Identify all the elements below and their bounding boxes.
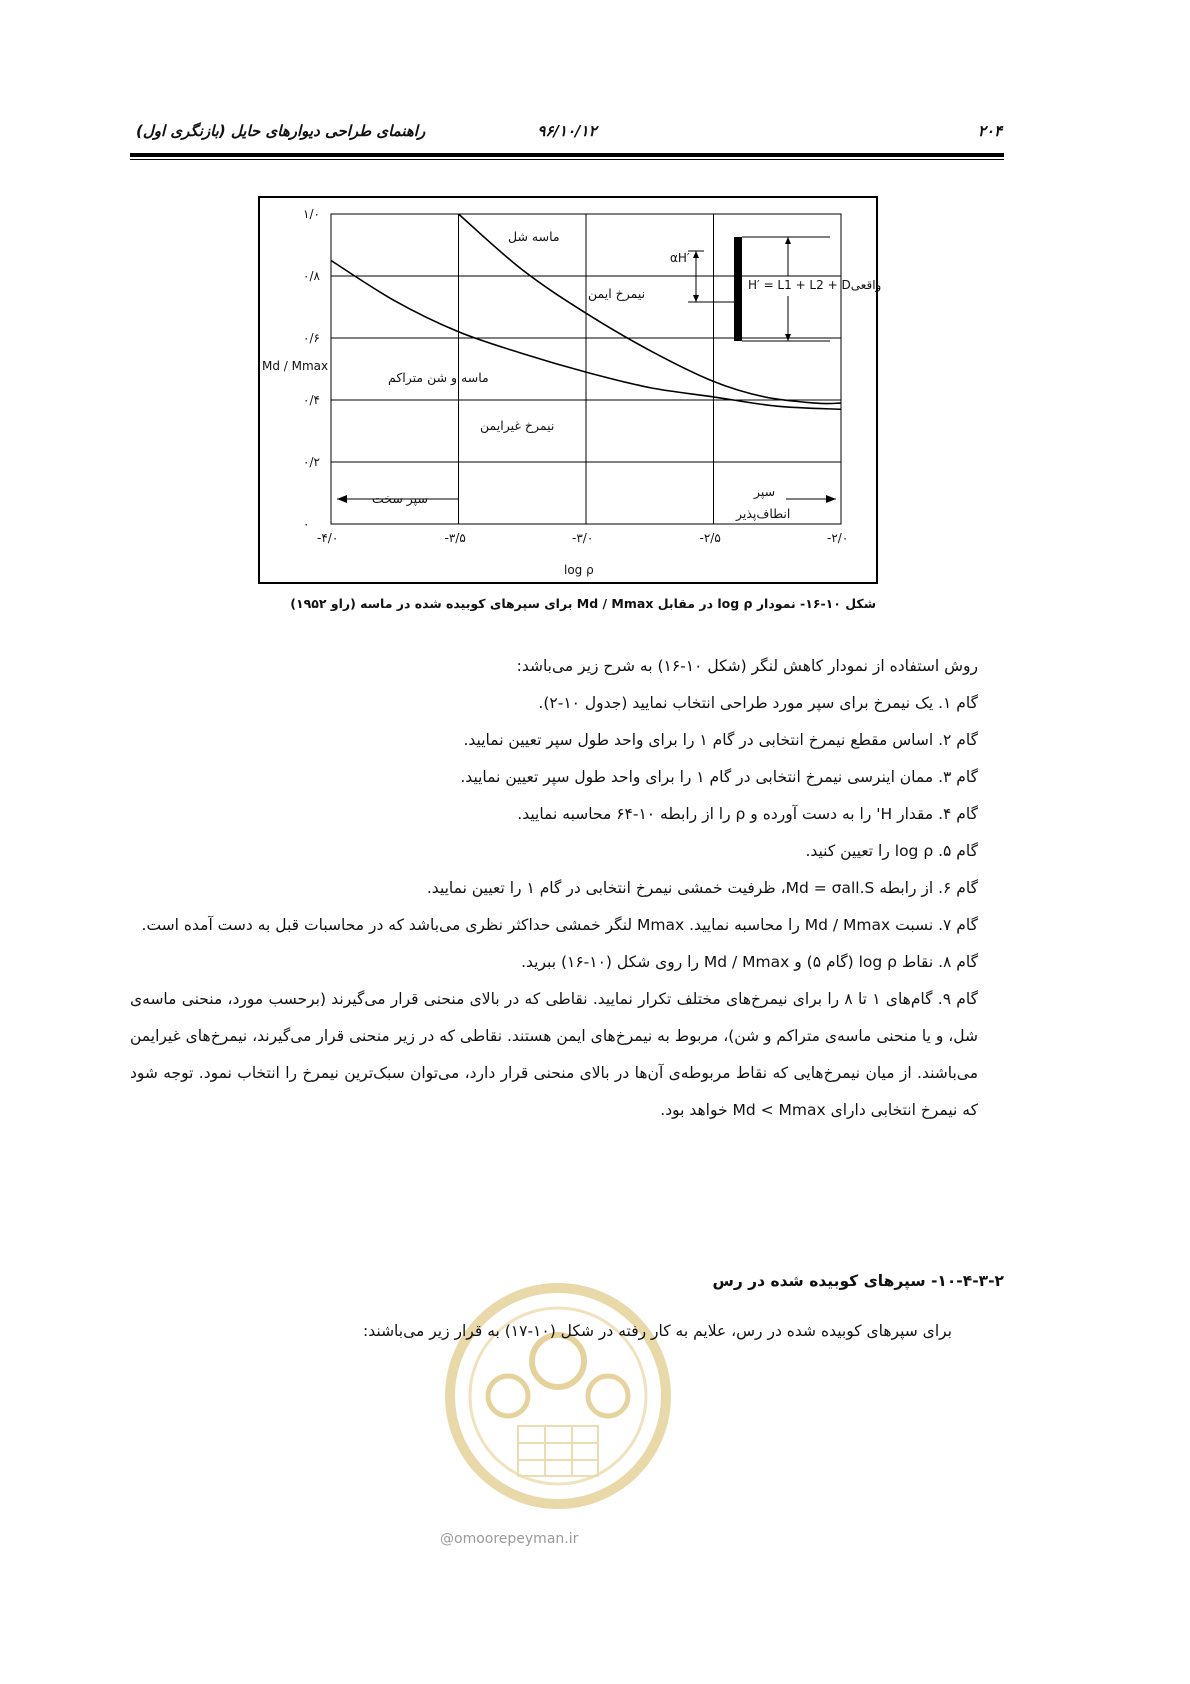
y-tick-label: ۰/۴: [303, 393, 320, 407]
step-3: گام ۳. ممان اینرسی نیمرخ انتخابی در گام ۱ را برای واحد طول سپر تعیین نمایید.: [460, 768, 978, 786]
label-dense-sand: ماسه و شن متراکم: [388, 370, 489, 385]
header-title: راهنمای طراحی دیوارهای حایل (بازنگری اول): [136, 122, 426, 140]
watermark: @omoorepeyman.ir: [440, 1531, 579, 1547]
header-rule-thin: [130, 159, 1004, 160]
step-6: گام ۶. از رابطه Md = σall.S، ظرفیت خمشی نیمرخ انتخابی در گام ۱ را تعیین نمایید.: [426, 879, 978, 897]
y-axis-label: Md / Mmax: [262, 359, 329, 373]
figure-chart: [258, 196, 882, 584]
y-tick-label: ۱/۰: [303, 207, 320, 221]
page-number: ۲۰۴: [977, 122, 1002, 140]
x-tick-label: -۳/۵: [444, 531, 466, 545]
label-loose-sand: ماسه شل: [508, 229, 560, 244]
y-tick-label: ۰/۸: [303, 269, 320, 283]
header-date: ۹۶/۱۰/۱۲: [537, 122, 597, 140]
x-tick-label: -۳/۰: [572, 531, 594, 545]
figure-frame: [259, 197, 877, 583]
label-rigid-wall: سپر سخت: [372, 491, 428, 506]
chart-svg: [258, 196, 882, 584]
header-rule: [130, 153, 1004, 157]
page-header: [130, 118, 1004, 148]
step-7: گام ۷. نسبت Md / Mmax را محاسبه نمایید. Mmax لنگر خمشی حداکثر نظری می‌باشد که در محاسبات قبل به دست آمده است.: [141, 916, 978, 934]
label-unsafe-section: نیمرخ غیرایمن: [480, 418, 555, 433]
step-9: گام ۹. گام‌های ۱ تا ۸ را برای نیمرخ‌های مختلف تکرار نمایید. نقاطی که در بالای منحنی قرار می‌گیرند (برحسب مورد، منحنی ماسه‌ی شل، و یا منحنی ماسه‌ی متراکم و شن)، مربوط به نیمرخ‌های ایمن هستند. نقاطی که در زیر منحنی قرار می‌گیرند، نیمرخ‌های غیرایمن می‌باشند. از میان نیمرخ‌هایی که نقاط مربوطه‌ی آن‌ها در بالای منحنی قرار دارد، می‌توان سبک‌ترین نیمرخ را انتخاب نمود. توجه شود که نیمرخ انتخابی دارای Md < Mmax خواهد بود.: [130, 990, 978, 1119]
step-4: گام ۴. مقدار H' را به دست آورده و ρ را از رابطه ۱۰-۶۴ محاسبه نمایید.: [517, 805, 978, 823]
step-2: گام ۲. اساس مقطع نیمرخ انتخابی در گام ۱ را برای واحد طول سپر تعیین نمایید.: [463, 731, 978, 749]
x-axis-label: log ρ: [564, 563, 594, 577]
x-tick-label: -۴/۰: [317, 531, 339, 545]
step-5: گام ۵. log ρ را تعیین کنید.: [805, 842, 978, 860]
stamp-logo: [438, 1266, 678, 1516]
section-heading: ۱۰-۴-۳-۲- سپرهای کوبیده شده در رس: [712, 1272, 1004, 1290]
step-1: گام ۱. یک نیمرخ برای سپر مورد طراحی انتخاب نمایید (جدول ۱۰-۲).: [538, 694, 978, 712]
intro-paragraph: روش استفاده از نمودار کاهش لنگر (شکل ۱۰-۱۶) به شرح زیر می‌باشد:: [516, 657, 978, 675]
y-tick-label: ۰/۶: [303, 331, 320, 345]
label-h-formula: H′ = L1 + L2 + Dواقعی: [748, 278, 882, 292]
x-tick-label: -۲/۰: [827, 531, 849, 545]
label-alpha-h: αH′: [670, 251, 690, 265]
body-text: [130, 648, 1004, 1129]
y-tick-label: ۰: [303, 517, 310, 531]
x-tick-label: -۲/۵: [699, 531, 721, 545]
label-flexible-2: انطاف‌پذیر: [736, 506, 791, 521]
label-flexible-1: سپر: [754, 484, 776, 499]
label-safe-section: نیمرخ ایمن: [588, 286, 646, 301]
y-tick-label: ۰/۲: [303, 455, 320, 469]
section-paragraph: برای سپرهای کوبیده شده در رس، علایم به کار رفته در شکل (۱۰-۱۷) به قرار زیر می‌باشند:: [363, 1322, 952, 1340]
wall-element: [734, 237, 742, 341]
figure-caption: شکل ۱۰-۱۶- نمودار log ρ در مقابل Md / Mmax برای سپرهای کوبیده شده در ماسه (راو ۱۹۵۲): [290, 596, 876, 611]
step-8: گام ۸. نقاط log ρ (گام ۵) و Md / Mmax را روی شکل (۱۰-۱۶) ببرید.: [521, 953, 978, 971]
